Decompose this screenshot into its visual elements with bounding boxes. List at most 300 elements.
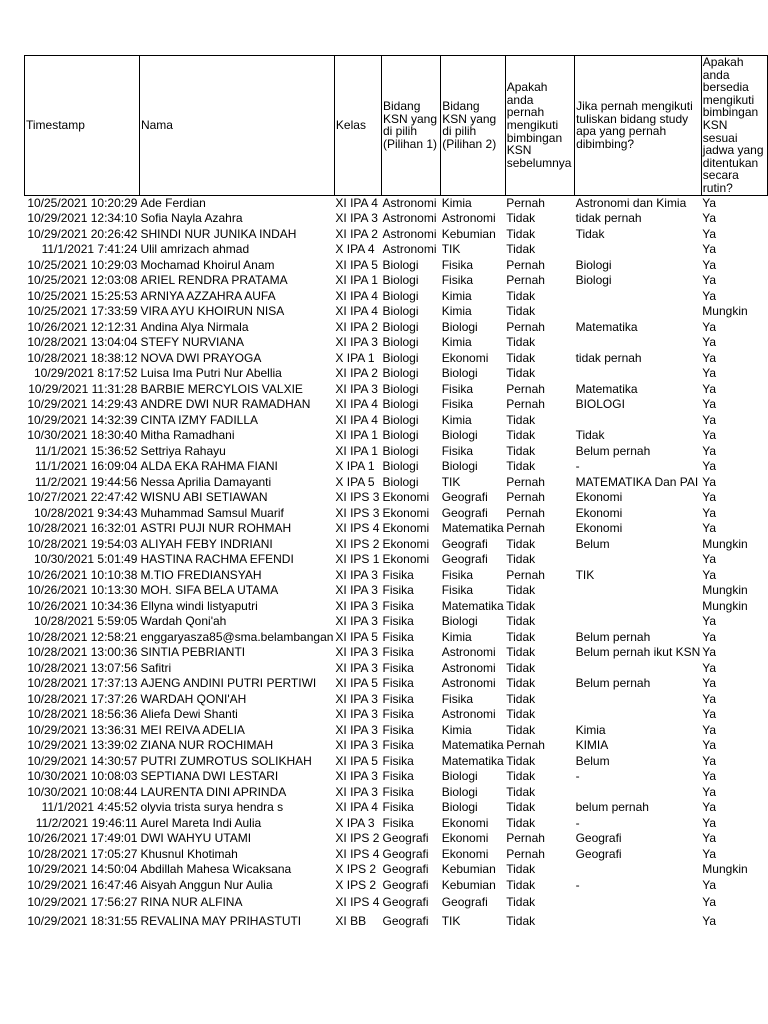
- pilihan-1-cell: Biologi: [382, 288, 419, 303]
- nama-cell: Muhammad Samsul Muarif: [140, 505, 284, 520]
- pernah-cell: Tidak: [506, 443, 536, 458]
- pilihan-1-cell: Ekonomi: [382, 552, 430, 567]
- pernah-cell: Tidak: [506, 226, 536, 241]
- bidang-dibimbing-cell: [575, 242, 702, 258]
- pernah-cell: Tidak: [506, 800, 536, 815]
- pernah-cell: Tidak: [506, 614, 536, 629]
- table-row: [25, 692, 768, 708]
- timestamp-cell: 10/28/2021 12:58:21: [27, 629, 138, 644]
- table-row: [25, 738, 768, 754]
- pilihan-2-cell: Kebumian: [441, 226, 496, 241]
- nama-cell: ARNIYA AZZAHRA AUFA: [140, 288, 276, 303]
- pilihan-1-cell: Biologi: [382, 304, 419, 319]
- pilihan-1-cell: Fisika: [382, 598, 414, 613]
- nama-cell: HASTINA RACHMA EFENDI: [140, 552, 294, 567]
- nama-cell: NOVA DWI PRAYOGA: [140, 350, 262, 365]
- table-row: [25, 351, 768, 367]
- timestamp-cell: 10/28/2021 17:37:13: [27, 676, 138, 691]
- pernah-cell: Tidak: [506, 211, 536, 226]
- timestamp-cell: 10/29/2021 14:50:04: [27, 862, 138, 877]
- pernah-cell: Pernah: [506, 257, 545, 272]
- timestamp-cell: 10/29/2021 8:17:52: [34, 366, 138, 381]
- bidang-dibimbing-cell: Astronomi dan Kimia: [575, 195, 687, 210]
- kelas-cell: X IPA 5: [335, 474, 375, 489]
- bidang-dibimbing-cell: belum pernah: [575, 800, 649, 815]
- nama-cell: olyvia trista surya hendra s: [140, 800, 284, 815]
- pilihan-2-cell: Fisika: [441, 583, 474, 598]
- pilihan-2-cell: TIK: [441, 914, 461, 929]
- table-row: [25, 893, 768, 912]
- pernah-cell: Tidak: [506, 862, 536, 877]
- table-row: [25, 645, 768, 661]
- bersedia-cell: Ya: [702, 381, 717, 396]
- pilihan-1-cell: Ekonomi: [382, 505, 430, 520]
- table-row: [25, 630, 768, 646]
- bersedia-cell: Mungkin: [702, 583, 748, 598]
- pilihan-1-cell: Biologi: [382, 474, 419, 489]
- nama-cell: Aisyah Anggun Nur Aulia: [140, 877, 273, 892]
- bidang-dibimbing-cell: [575, 366, 702, 382]
- table-row: [25, 227, 768, 243]
- table-row: [25, 785, 768, 801]
- table-row: [25, 242, 768, 258]
- table-row: [25, 211, 768, 227]
- bidang-dibimbing-cell: [575, 413, 702, 429]
- table-body: [25, 195, 768, 931]
- bidang-dibimbing-cell: Belum pernah ikut KSN: [575, 645, 701, 660]
- pernah-cell: Pernah: [506, 831, 545, 846]
- timestamp-cell: 10/28/2021 18:56:36: [27, 707, 138, 722]
- kelas-cell: XI IPA 5: [335, 753, 378, 768]
- bersedia-cell: Ya: [702, 257, 717, 272]
- pernah-cell: Tidak: [506, 660, 536, 675]
- bidang-dibimbing-cell: Tidak: [575, 428, 605, 443]
- timestamp-cell: 10/26/2021 10:13:30: [27, 583, 138, 598]
- table-row: [25, 831, 768, 847]
- bersedia-cell: Ya: [702, 738, 717, 753]
- pilihan-2-cell: Matematika: [441, 738, 504, 753]
- pilihan-2-cell: Geografi: [441, 895, 488, 910]
- bidang-dibimbing-cell: [575, 893, 702, 912]
- nama-cell: WARDAH QONI'AH: [140, 691, 247, 706]
- pernah-cell: Tidak: [506, 366, 536, 381]
- timestamp-cell: 10/29/2021 17:56:27: [27, 895, 138, 910]
- header-kelas: Kelas: [334, 56, 381, 196]
- bidang-dibimbing-cell: Belum: [575, 753, 610, 768]
- pilihan-1-cell: Fisika: [382, 660, 414, 675]
- pernah-cell: Tidak: [506, 536, 536, 551]
- nama-cell: Safitri: [140, 660, 172, 675]
- bidang-dibimbing-cell: [575, 289, 702, 305]
- bidang-dibimbing-cell: Ekonomi: [575, 521, 623, 536]
- pernah-cell: Tidak: [506, 552, 536, 567]
- bersedia-cell: Mungkin: [702, 598, 748, 613]
- pilihan-1-cell: Fisika: [382, 614, 414, 629]
- kelas-cell: XI IPA 2: [335, 226, 378, 241]
- bersedia-cell: Ya: [702, 335, 717, 350]
- bidang-dibimbing-cell: Matematika: [575, 319, 638, 334]
- nama-cell: enggaryasza85@sma.belambangan: [140, 629, 334, 644]
- timestamp-cell: 10/28/2021 9:34:43: [34, 505, 138, 520]
- pilihan-1-cell: Astronomi: [382, 226, 437, 241]
- pilihan-1-cell: Biologi: [382, 459, 419, 474]
- kelas-cell: XI IPA 3: [335, 583, 378, 598]
- pilihan-1-cell: Geografi: [382, 895, 429, 910]
- kelas-cell: XI IPS 4: [335, 846, 380, 861]
- pilihan-2-cell: Astronomi: [441, 660, 496, 675]
- table-row: [25, 754, 768, 770]
- pilihan-1-cell: Fisika: [382, 738, 414, 753]
- pernah-cell: Tidak: [506, 645, 536, 660]
- pilihan-2-cell: Kebumian: [441, 877, 496, 892]
- nama-cell: PUTRI ZUMROTUS SOLIKHAH: [140, 753, 312, 768]
- bersedia-cell: Ya: [702, 490, 717, 505]
- kelas-cell: XI IPA 4: [335, 397, 378, 412]
- kelas-cell: XI IPS 2: [335, 831, 380, 846]
- pilihan-1-cell: Fisika: [382, 645, 414, 660]
- nama-cell: CINTA IZMY FADILLA: [140, 412, 259, 427]
- table-row: [25, 568, 768, 584]
- bidang-dibimbing-cell: Tidak: [575, 226, 605, 241]
- header-bersedia: Apakah anda bersedia mengikuti bimbingan KSN sesuai jadwa yang ditentukan secara rutin?: [701, 56, 767, 196]
- kelas-cell: XI IPA 4: [335, 195, 378, 210]
- table-row: [25, 661, 768, 677]
- pernah-cell: Pernah: [506, 319, 545, 334]
- pilihan-1-cell: Geografi: [382, 862, 429, 877]
- nama-cell: AJENG ANDINI PUTRI PERTIWI: [140, 676, 317, 691]
- kelas-cell: XI IPA 3: [335, 567, 378, 582]
- pernah-cell: Tidak: [506, 691, 536, 706]
- pilihan-2-cell: Ekonomi: [441, 831, 489, 846]
- bersedia-cell: Ya: [702, 242, 717, 257]
- bersedia-cell: Ya: [702, 895, 717, 910]
- table-row: [25, 614, 768, 630]
- nama-cell: Abdillah Mahesa Wicaksana: [140, 862, 292, 877]
- pernah-cell: Tidak: [506, 242, 536, 257]
- kelas-cell: XI IPA 3: [335, 598, 378, 613]
- nama-cell: Sofia Nayla Azahra: [140, 211, 243, 226]
- kelas-cell: XI IPA 3: [335, 645, 378, 660]
- pilihan-1-cell: Astronomi: [382, 195, 437, 210]
- timestamp-cell: 10/26/2021 10:34:36: [27, 598, 138, 613]
- bidang-dibimbing-cell: tidak pernah: [575, 350, 642, 365]
- table-row: [25, 599, 768, 615]
- table-row: [25, 304, 768, 320]
- pernah-cell: Pernah: [506, 397, 545, 412]
- bersedia-cell: Ya: [702, 784, 717, 799]
- table-row: [25, 847, 768, 863]
- pilihan-1-cell: Biologi: [382, 397, 419, 412]
- pilihan-1-cell: Biologi: [382, 443, 419, 458]
- nama-cell: M.TIO FREDIANSYAH: [140, 567, 262, 582]
- kelas-cell: XI BB: [335, 914, 367, 929]
- pilihan-2-cell: Biologi: [441, 428, 478, 443]
- bersedia-cell: Ya: [702, 877, 717, 892]
- table-row: [25, 397, 768, 413]
- bersedia-cell: Ya: [702, 691, 717, 706]
- nama-cell: Ade Ferdian: [140, 195, 206, 210]
- nama-cell: REVALINA MAY PRIHASTUTI: [140, 914, 302, 929]
- nama-cell: Mitha Ramadhani: [140, 428, 235, 443]
- timestamp-cell: 10/28/2021 13:07:56: [27, 660, 138, 675]
- bidang-dibimbing-cell: Geografi: [575, 831, 622, 846]
- table-row: [25, 444, 768, 460]
- kelas-cell: XI IPA 3: [335, 381, 378, 396]
- pilihan-2-cell: Astronomi: [441, 676, 496, 691]
- pernah-cell: Pernah: [506, 273, 545, 288]
- pilihan-2-cell: Fisika: [441, 443, 474, 458]
- bersedia-cell: Ya: [702, 443, 717, 458]
- bidang-dibimbing-cell: tidak pernah: [575, 211, 642, 226]
- bersedia-cell: Ya: [702, 521, 717, 536]
- bersedia-cell: Ya: [702, 707, 717, 722]
- nama-cell: Luisa Ima Putri Nur Abellia: [140, 366, 282, 381]
- pilihan-2-cell: Kimia: [441, 412, 472, 427]
- kelas-cell: XI IPS 3: [335, 490, 380, 505]
- bidang-dibimbing-cell: [575, 692, 702, 708]
- bidang-dibimbing-cell: [575, 661, 702, 677]
- bidang-dibimbing-cell: TIK: [575, 567, 595, 582]
- bersedia-cell: Ya: [702, 914, 717, 929]
- pilihan-2-cell: Fisika: [441, 273, 474, 288]
- timestamp-cell: 10/26/2021 10:10:38: [27, 567, 138, 582]
- pernah-cell: Tidak: [506, 288, 536, 303]
- kelas-cell: X IPA 1: [335, 350, 375, 365]
- header-pilihan-2: Bidang KSN yang di pilih (Pilihan 2): [441, 56, 506, 196]
- pilihan-2-cell: Fisika: [441, 691, 474, 706]
- bersedia-cell: Ya: [702, 769, 717, 784]
- bidang-dibimbing-cell: BIOLOGI: [575, 397, 625, 412]
- bersedia-cell: Ya: [702, 273, 717, 288]
- pilihan-2-cell: Kimia: [441, 195, 472, 210]
- kelas-cell: XI IPA 5: [335, 676, 378, 691]
- pilihan-2-cell: Kimia: [441, 629, 472, 644]
- table-row: [25, 676, 768, 692]
- bersedia-cell: Ya: [702, 366, 717, 381]
- bidang-dibimbing-cell: Ekonomi: [575, 505, 623, 520]
- pernah-cell: Pernah: [506, 490, 545, 505]
- table-row: [25, 428, 768, 444]
- nama-cell: MEI REIVA ADELIA: [140, 722, 245, 737]
- timestamp-cell: 11/2/2021 19:44:56: [34, 474, 138, 489]
- pernah-cell: Tidak: [506, 335, 536, 350]
- bersedia-cell: Mungkin: [702, 862, 748, 877]
- header-pilihan-1: Bidang KSN yang di pilih (Pilihan 1): [382, 56, 441, 196]
- kelas-cell: XI IPA 3: [335, 707, 378, 722]
- timestamp-cell: 10/27/2021 22:47:42: [27, 490, 138, 505]
- pernah-cell: Tidak: [506, 769, 536, 784]
- pernah-cell: Pernah: [506, 381, 545, 396]
- bidang-dibimbing-cell: -: [575, 769, 580, 784]
- pilihan-2-cell: Geografi: [441, 536, 488, 551]
- kelas-cell: X IPA 4: [335, 242, 375, 257]
- header-timestamp: Timestamp: [25, 56, 140, 196]
- bidang-dibimbing-cell: [575, 583, 702, 599]
- bidang-dibimbing-cell: Belum pernah: [575, 676, 651, 691]
- pilihan-2-cell: TIK: [441, 242, 461, 257]
- table-row: [25, 258, 768, 274]
- pernah-cell: Pernah: [506, 567, 545, 582]
- timestamp-cell: 10/29/2021 16:47:46: [27, 877, 138, 892]
- pernah-cell: Tidak: [506, 895, 536, 910]
- header-nama: Nama: [139, 56, 334, 196]
- pilihan-1-cell: Fisika: [382, 722, 414, 737]
- kelas-cell: XI IPA 2: [335, 319, 378, 334]
- bersedia-cell: Ya: [702, 412, 717, 427]
- bidang-dibimbing-cell: Ekonomi: [575, 490, 623, 505]
- bidang-dibimbing-cell: MATEMATIKA Dan PAI: [575, 474, 699, 489]
- pernah-cell: Tidak: [506, 914, 536, 929]
- timestamp-cell: 10/28/2021 13:04:04: [27, 335, 138, 350]
- bersedia-cell: Ya: [702, 195, 717, 210]
- pilihan-2-cell: Matematika: [441, 598, 504, 613]
- bersedia-cell: Ya: [702, 815, 717, 830]
- bersedia-cell: Ya: [702, 428, 717, 443]
- kelas-cell: X IPS 2: [335, 862, 377, 877]
- pilihan-1-cell: Ekonomi: [382, 490, 430, 505]
- bidang-dibimbing-cell: Biologi: [575, 273, 612, 288]
- table-row: [25, 912, 768, 931]
- pilihan-1-cell: Fisika: [382, 707, 414, 722]
- pilihan-2-cell: Biologi: [441, 319, 478, 334]
- pernah-cell: Tidak: [506, 722, 536, 737]
- pilihan-2-cell: Kimia: [441, 304, 472, 319]
- bidang-dibimbing-cell: [575, 552, 702, 568]
- pilihan-2-cell: Fisika: [441, 397, 474, 412]
- nama-cell: ALDA EKA RAHMA FIANI: [140, 459, 278, 474]
- table-row: [25, 862, 768, 878]
- pernah-cell: Tidak: [506, 459, 536, 474]
- header-bidang-dibimbing: Jika pernah mengikuti tuliskan bidang study apa yang pernah dibimbing?: [575, 56, 702, 196]
- kelas-cell: XI IPA 3: [335, 211, 378, 226]
- nama-cell: ALIYAH FEBY INDRIANI: [140, 536, 273, 551]
- nama-cell: ANDRE DWI NUR RAMADHAN: [140, 397, 311, 412]
- pilihan-2-cell: TIK: [441, 474, 461, 489]
- bidang-dibimbing-cell: -: [575, 815, 580, 830]
- bersedia-cell: Ya: [702, 211, 717, 226]
- timestamp-cell: 10/29/2021 11:31:28: [28, 381, 138, 396]
- pilihan-2-cell: Biologi: [441, 366, 478, 381]
- bidang-dibimbing-cell: [575, 707, 702, 723]
- pilihan-1-cell: Fisika: [382, 567, 414, 582]
- pilihan-2-cell: Biologi: [441, 459, 478, 474]
- nama-cell: VIRA AYU KHOIRUN NISA: [140, 304, 285, 319]
- kelas-cell: XI IPA 2: [335, 366, 378, 381]
- pernah-cell: Pernah: [506, 474, 545, 489]
- nama-cell: BARBIE MERCYLOIS VALXIE: [140, 381, 303, 396]
- pernah-cell: Pernah: [506, 505, 545, 520]
- pernah-cell: Pernah: [506, 846, 545, 861]
- bersedia-cell: Ya: [702, 800, 717, 815]
- pernah-cell: Tidak: [506, 676, 536, 691]
- table-row: [25, 800, 768, 816]
- nama-cell: Andina Alya Nirmala: [140, 319, 249, 334]
- table-row: [25, 413, 768, 429]
- pilihan-1-cell: Biologi: [382, 350, 419, 365]
- bersedia-cell: Ya: [702, 505, 717, 520]
- pilihan-1-cell: Astronomi: [382, 211, 437, 226]
- bersedia-cell: Ya: [702, 629, 717, 644]
- bersedia-cell: Ya: [702, 474, 717, 489]
- pilihan-1-cell: Fisika: [382, 815, 414, 830]
- nama-cell: Mochamad Khoirul Anam: [140, 257, 275, 272]
- bidang-dibimbing-cell: Belum: [575, 536, 610, 551]
- bersedia-cell: Ya: [702, 722, 717, 737]
- kelas-cell: XI IPA 1: [335, 273, 378, 288]
- pilihan-1-cell: Geografi: [382, 914, 429, 929]
- responses-table: [24, 55, 768, 931]
- nama-cell: ARIEL RENDRA PRATAMA: [140, 273, 288, 288]
- nama-cell: SHINDI NUR JUNIKA INDAH: [140, 226, 297, 241]
- pilihan-1-cell: Fisika: [382, 769, 414, 784]
- timestamp-cell: 10/26/2021 12:12:31: [27, 319, 138, 334]
- pernah-cell: Pernah: [506, 521, 545, 536]
- kelas-cell: XI IPS 1: [335, 552, 380, 567]
- pilihan-2-cell: Fisika: [441, 381, 474, 396]
- pilihan-2-cell: Biologi: [441, 769, 478, 784]
- pilihan-1-cell: Fisika: [382, 583, 414, 598]
- table-row: [25, 707, 768, 723]
- pilihan-1-cell: Biologi: [382, 412, 419, 427]
- kelas-cell: XI IPA 3: [335, 722, 378, 737]
- pilihan-2-cell: Kimia: [441, 722, 472, 737]
- table-row: [25, 475, 768, 491]
- kelas-cell: X IPA 3: [335, 815, 375, 830]
- kelas-cell: XI IPA 4: [335, 288, 378, 303]
- nama-cell: ASTRI PUJI NUR ROHMAH: [140, 521, 292, 536]
- timestamp-cell: 10/28/2021 17:05:27: [27, 846, 138, 861]
- timestamp-cell: 10/29/2021 18:31:55: [27, 914, 138, 929]
- kelas-cell: XI IPA 1: [335, 428, 378, 443]
- bidang-dibimbing-cell: [575, 304, 702, 320]
- pilihan-1-cell: Fisika: [382, 691, 414, 706]
- bersedia-cell: Ya: [702, 614, 717, 629]
- table-row: [25, 769, 768, 785]
- bersedia-cell: Ya: [702, 226, 717, 241]
- nama-cell: Nessa Aprilia Damayanti: [140, 474, 272, 489]
- table-row: [25, 320, 768, 336]
- kelas-cell: XI IPA 5: [335, 629, 378, 644]
- bersedia-cell: Ya: [702, 753, 717, 768]
- table-row: [25, 273, 768, 289]
- kelas-cell: XI IPA 3: [335, 784, 378, 799]
- timestamp-cell: 10/26/2021 17:49:01: [27, 831, 138, 846]
- timestamp-cell: 10/28/2021 17:37:26: [27, 691, 138, 706]
- nama-cell: Aliefa Dewi Shanti: [140, 707, 238, 722]
- bersedia-cell: Ya: [702, 846, 717, 861]
- kelas-cell: XI IPA 3: [335, 614, 378, 629]
- nama-cell: Ulil amrizach ahmad: [140, 242, 250, 257]
- bersedia-cell: Ya: [702, 676, 717, 691]
- table-row: [25, 723, 768, 739]
- timestamp-cell: 10/25/2021 17:33:59: [27, 304, 138, 319]
- pilihan-2-cell: Kebumian: [441, 862, 496, 877]
- timestamp-cell: 10/25/2021 15:25:53: [27, 288, 138, 303]
- timestamp-cell: 10/29/2021 14:29:43: [27, 397, 138, 412]
- pilihan-2-cell: Biologi: [441, 614, 478, 629]
- table-row: [25, 366, 768, 382]
- bersedia-cell: Ya: [702, 319, 717, 334]
- kelas-cell: XI IPA 4: [335, 412, 378, 427]
- timestamp-cell: 11/1/2021 4:45:52: [41, 800, 138, 815]
- pilihan-2-cell: Astronomi: [441, 645, 496, 660]
- bersedia-cell: Ya: [702, 288, 717, 303]
- pilihan-2-cell: Biologi: [441, 784, 478, 799]
- bidang-dibimbing-cell: [575, 862, 702, 878]
- nama-cell: SINTIA PEBRIANTI: [140, 645, 246, 660]
- timestamp-cell: 10/29/2021 14:32:39: [27, 412, 138, 427]
- pilihan-2-cell: Ekonomi: [441, 815, 489, 830]
